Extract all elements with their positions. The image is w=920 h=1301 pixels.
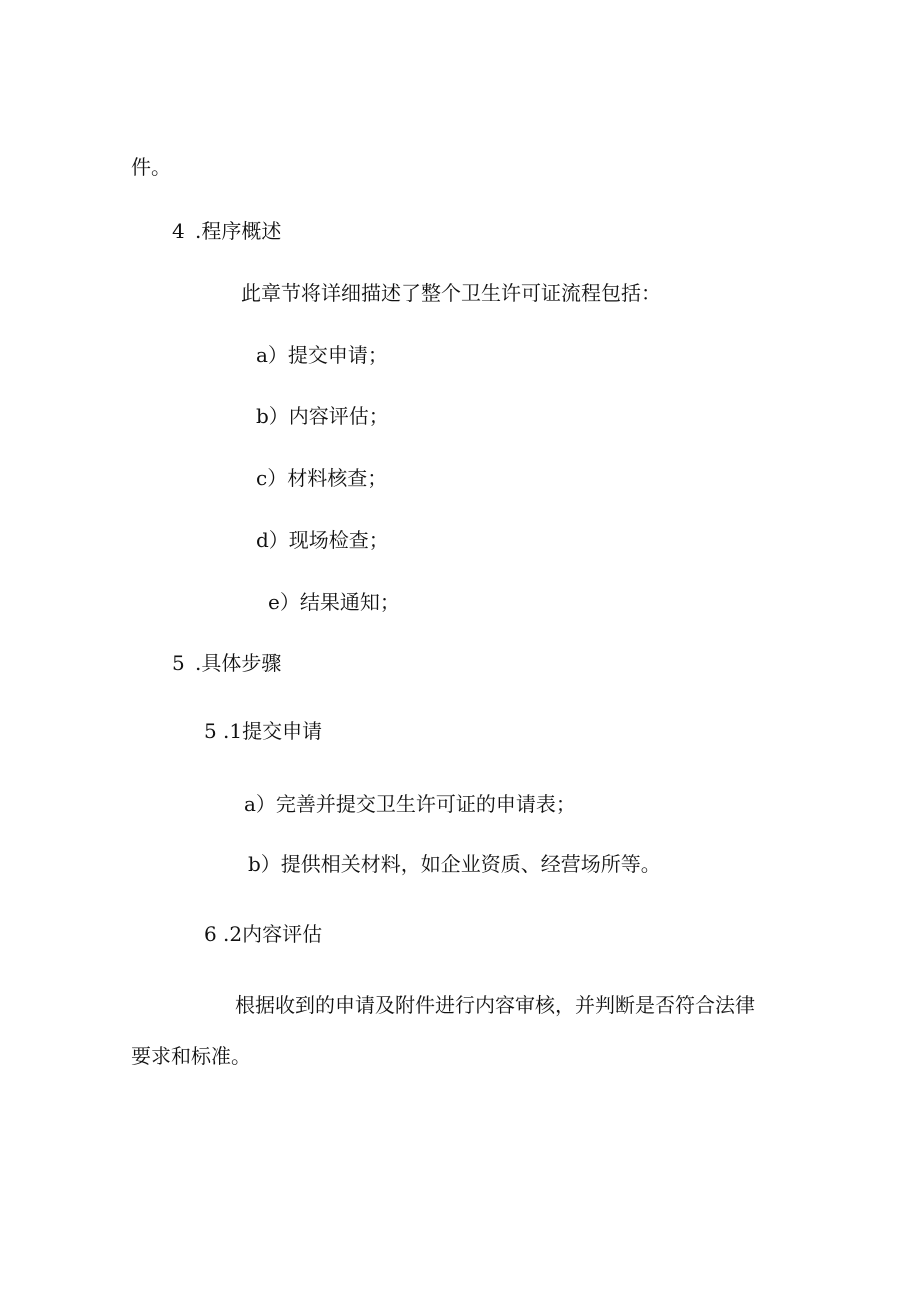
section-title: .2内容评估 bbox=[223, 922, 323, 946]
body-paragraph-line-1: 根据收到的申请及附件进行内容审核，并判断是否符合法律 bbox=[235, 993, 755, 1017]
subsection-heading-6-2 bbox=[204, 922, 322, 946]
section-title: .具体步骤 bbox=[195, 651, 282, 675]
section-intro-text: 此章节将详细描述了整个卫生许可证流程包括： bbox=[241, 281, 661, 305]
section-title: .程序概述 bbox=[195, 219, 282, 243]
section-heading-4 bbox=[172, 219, 281, 243]
step-item-a: a）完善并提交卫生许可证的申请表； bbox=[244, 792, 576, 816]
list-item-e: e）结果通知； bbox=[268, 590, 400, 614]
section-number: 4 bbox=[172, 219, 185, 243]
step-item-b: b）提供相关材料，如企业资质、经营场所等。 bbox=[248, 852, 661, 876]
list-item-d: d）现场检查； bbox=[256, 528, 389, 552]
section-title: .1提交申请 bbox=[223, 719, 323, 743]
section-number: 5 bbox=[204, 719, 217, 743]
subsection-heading-5-1 bbox=[204, 719, 322, 743]
paragraph-continuation: 件。 bbox=[131, 155, 171, 179]
body-paragraph-line-2: 要求和标准。 bbox=[131, 1044, 251, 1068]
section-number: 6 bbox=[204, 922, 217, 946]
list-item-a: a）提交申请； bbox=[256, 343, 388, 367]
list-item-b: b）内容评估； bbox=[256, 404, 389, 428]
section-heading-5 bbox=[172, 651, 281, 675]
section-number: 5 bbox=[172, 651, 185, 675]
list-item-c: c）材料核查； bbox=[256, 466, 388, 490]
